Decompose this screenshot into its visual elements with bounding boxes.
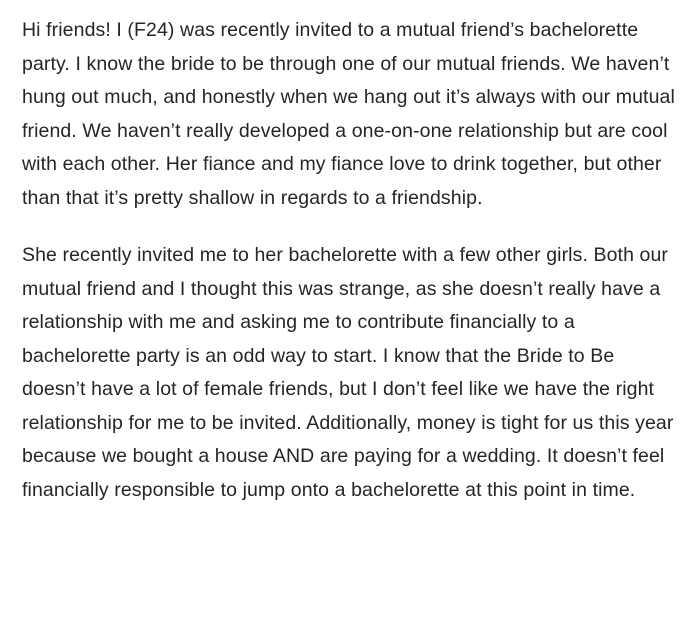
post-paragraph: She recently invited me to her bachelorette with a few other girls. Both our mutual friend and I thought this was strange, as she doesn’t really have a relationship with me and asking me to contribute financially to a bachelorette party is an odd way to start. I know that the Bride to Be doesn’t have a lot of female friends, but I don’t feel like we have the right relationship for me to be invited. Additionally, money is tight for us this year because we bought a house AND are paying for a wedding. It doesn’t feel financially responsible to jump onto a bachelorette at this point in time. xyxy=(22,244,674,501)
post-paragraph: Hi friends! I (F24) was recently invited to a mutual friend’s bachelorette party. I know the bride to be through one of our mutual friends. We haven’t hung out much, and honestly when we hang out it’s always with our mutual friend. We haven’t really developed a one-on-one relationship but are cool with each other. Her fiance and my fiance love to drink together, but other than that it’s pretty shallow in regards to a friendship. xyxy=(22,19,675,209)
